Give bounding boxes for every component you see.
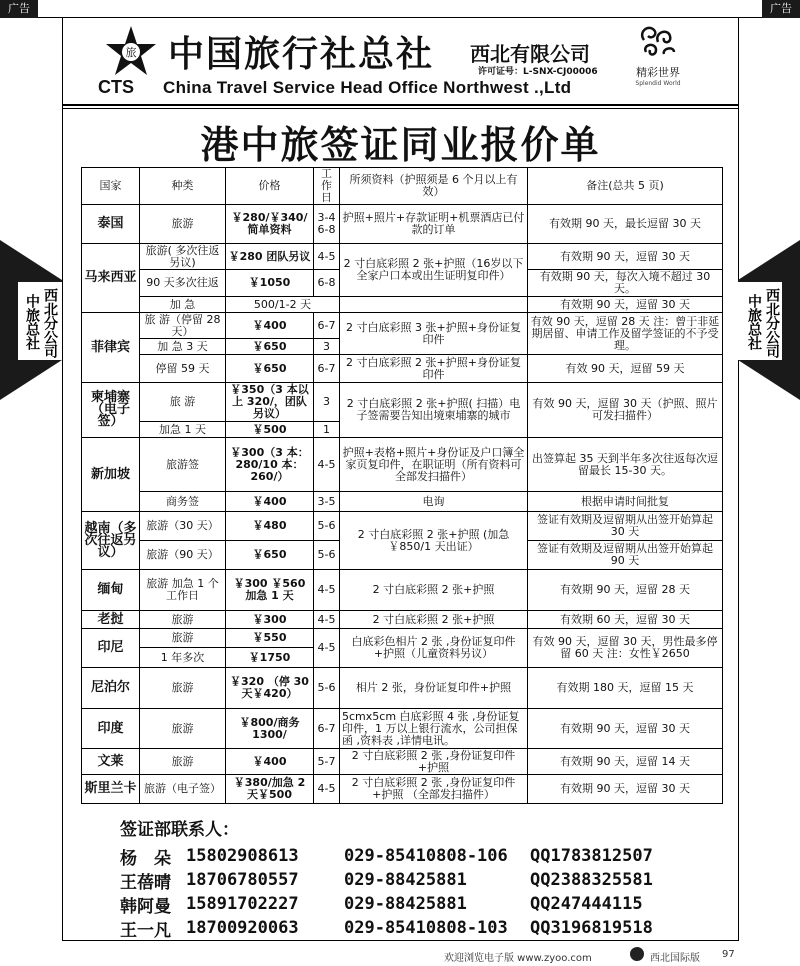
- contact-tel: 029-85410808-106: [344, 846, 508, 866]
- table-cell: 加 急 3 天: [140, 339, 226, 355]
- table-row: [82, 611, 723, 629]
- table-cell: ￥280 团队另议: [226, 244, 314, 270]
- table-cell: ￥650: [226, 355, 314, 383]
- table-cell: 4-5: [314, 775, 340, 804]
- contact-qq: QQ2388325581: [530, 870, 653, 890]
- page-number: 97: [722, 949, 735, 960]
- table-cell: 3-5: [314, 492, 340, 512]
- contact-row: [120, 868, 720, 892]
- col-price: 价格: [226, 168, 314, 205]
- contact-qq: QQ247444115: [530, 894, 643, 914]
- table-cell: 停留 59 天: [140, 355, 226, 383]
- ad-label-left: 广告: [0, 0, 38, 18]
- contact-mobile: 18706780557: [186, 870, 299, 890]
- table-cell: 6-7: [314, 709, 340, 749]
- table-cell: 旅游（30 天）: [140, 512, 226, 541]
- side-tab-left: [0, 240, 62, 400]
- table-cell: 有效期 90 天，逗留 14 天: [528, 749, 723, 775]
- table-row: [82, 438, 723, 492]
- table-cell: 2 寸白底彩照 2 张+护照( 扫描）电子签需要告知出境柬埔寨的城市: [340, 383, 528, 438]
- table-cell: 6-7: [314, 313, 340, 339]
- table-cell: ￥1750: [226, 648, 314, 668]
- contact-tel: 029-88425881: [344, 894, 467, 914]
- table-cell: 2 寸白底彩照 2 张+护照: [340, 570, 528, 611]
- table-cell: 有效期 180 天，逗留 15 天: [528, 668, 723, 709]
- table-cell: 旅游（90 天）: [140, 541, 226, 570]
- table-cell: 2 寸白底彩照 2 张+护照+身份证复印件: [340, 355, 528, 383]
- table-cell: 旅游: [140, 709, 226, 749]
- table-cell: 有效期 90 天，逗留 30 天: [528, 709, 723, 749]
- contact-mobile: 18700920063: [186, 918, 299, 938]
- table-cell: 根据申请时间批复: [528, 492, 723, 512]
- col-country: 国家: [82, 168, 140, 205]
- col-days: 工作日: [314, 168, 340, 205]
- contact-row: [120, 916, 720, 940]
- table-cell: 3-4 6-8: [314, 205, 340, 244]
- table-row: [82, 244, 723, 270]
- contact-row: [120, 892, 720, 916]
- table-cell: 旅游: [140, 611, 226, 629]
- contact-name: 韩阿曼: [120, 896, 171, 917]
- side-tab-right: [738, 240, 800, 400]
- side-left-text-b: 中旅总社: [24, 294, 40, 350]
- contact-qq: QQ3196819518: [530, 918, 653, 938]
- table-cell: 商务签: [140, 492, 226, 512]
- side-right-text-b: 中旅总社: [746, 294, 762, 350]
- table-cell: ￥400: [226, 492, 314, 512]
- table-cell: 缅甸: [82, 570, 140, 611]
- table-cell: 尼泊尔: [82, 668, 140, 709]
- table-cell: 5-6: [314, 668, 340, 709]
- table-cell: ￥650: [226, 541, 314, 570]
- side-left-text-a: 西北分公司: [42, 288, 58, 358]
- table-cell: 有效期 90 天，逗留 30 天: [528, 244, 723, 270]
- table-cell: 签证有效期及逗留期从出签开始算起 90 天: [528, 541, 723, 570]
- table-cell: 6-8: [314, 270, 340, 297]
- table-row: [82, 749, 723, 775]
- table-cell: ￥1050: [226, 270, 314, 297]
- contacts-heading: 签证部联系人：: [120, 820, 239, 840]
- table-cell: 有效 90 天，逗留 30 天，男性最多停留 60 天 注：女性￥2650: [528, 629, 723, 668]
- table-cell: 4-5: [314, 438, 340, 492]
- table-cell: 90 天多次往返: [140, 270, 226, 297]
- footer-url[interactable]: 欢迎浏览电子版 www.zyoo.com: [444, 953, 592, 964]
- table-cell: 斯里兰卡: [82, 775, 140, 804]
- table-row: [82, 297, 723, 313]
- table-cell: 有效 90 天，逗留 28 天 注：曾于非延期居留、申请工作及留学签证的不予受理。: [528, 313, 723, 355]
- company-branch-cn: 西北有限公司: [470, 42, 590, 66]
- table-cell: ￥500: [226, 422, 314, 438]
- table-cell: 2 寸白底彩照 2 张 ,身份证复印件+护照 （全部发扫描件）: [340, 775, 528, 804]
- table-cell: 有效期 60 天，逗留 30 天: [528, 611, 723, 629]
- table-cell: 2 寸白底彩照 2 张+护照（16岁以下全家户口本或出生证明复印件）: [340, 244, 528, 297]
- table-cell: 旅 游（停留 28 天）: [140, 313, 226, 339]
- side-right-text-a: 西北分公司: [764, 288, 780, 358]
- footer: [62, 944, 739, 966]
- ad-label-right: 广告: [762, 0, 800, 18]
- table-cell: 旅 游: [140, 383, 226, 422]
- company-name-cn: 中国旅行社总社: [168, 33, 435, 75]
- table-cell: 护照+照片+存款证明+机票酒店已付款的订单: [340, 205, 528, 244]
- table-cell: 有效 90 天，逗留 59 天: [528, 355, 723, 383]
- table-cell: ￥400: [226, 749, 314, 775]
- col-type: 种类: [140, 168, 226, 205]
- footer-divider: [62, 940, 739, 941]
- contact-tel: 029-85410808-103: [344, 918, 508, 938]
- table-cell: 旅游: [140, 668, 226, 709]
- table-cell: ￥280/￥340/简单资料: [226, 205, 314, 244]
- table-cell: 文莱: [82, 749, 140, 775]
- table-cell: 旅游: [140, 205, 226, 244]
- brand-cn: 精彩世界: [636, 66, 680, 79]
- table-row: [82, 709, 723, 749]
- table-cell: 500/1-2 天: [226, 297, 340, 313]
- table-cell: 白底彩色相片 2 张 ,身份证复印件+护照（儿童资料另议）: [340, 629, 528, 668]
- table-cell: 4-5: [314, 611, 340, 629]
- table-cell: 2 寸白底彩照 2 张+护照 (加急￥850/1 天出证）: [340, 512, 528, 570]
- table-cell: 护照+表格+照片+身份证及户口簿全家页复印件，在职证明（所有资料可全部发扫描件）: [340, 438, 528, 492]
- table-cell: 相片 2 张，身份证复印件+护照: [340, 668, 528, 709]
- table-cell: ￥300: [226, 611, 314, 629]
- table-cell: 3: [314, 383, 340, 422]
- table-cell: ￥650: [226, 339, 314, 355]
- edition-logo-icon: [630, 947, 644, 961]
- table-cell: ￥320 （停 30 天￥420）: [226, 668, 314, 709]
- contact-row: [120, 844, 720, 868]
- contacts-section: [120, 815, 720, 940]
- table-cell: 加 急: [140, 297, 226, 313]
- logo-text: 旅: [125, 46, 137, 59]
- table-cell: 旅游签: [140, 438, 226, 492]
- contact-mobile: 15891702227: [186, 894, 299, 914]
- table-cell: ￥300（3 本：280/10 本：260/）: [226, 438, 314, 492]
- table-cell: 旅游: [140, 749, 226, 775]
- table-cell: 有效期 90 天，逗留 30 天: [528, 297, 723, 313]
- visa-price-table: [81, 167, 723, 804]
- table-cell: 有效期 90 天，逗留 30 天: [528, 775, 723, 804]
- table-row: [82, 629, 723, 648]
- table-cell: 旅游( 多次往返另议): [140, 244, 226, 270]
- table-cell: 马来西亚: [82, 244, 140, 313]
- table-cell: 5-6: [314, 541, 340, 570]
- contact-tel: 029-88425881: [344, 870, 467, 890]
- table-cell: 菲律宾: [82, 313, 140, 383]
- contact-name: 王一凡: [120, 920, 171, 941]
- table-cell: 6-7: [314, 355, 340, 383]
- table-row: [82, 205, 723, 244]
- table-cell: 5cmx5cm 白底彩照 4 张 ,身份证复印件，1 万以上银行流水，公司担保函 ,资料表 ,详情电讯。: [340, 709, 528, 749]
- license-number: 许可证号：L-SNX-CJ00006: [478, 67, 598, 77]
- table-cell: ￥480: [226, 512, 314, 541]
- table-cell: 泰国: [82, 205, 140, 244]
- swirl-logo-icon: [636, 22, 680, 62]
- brand-en: Splendid World: [635, 80, 681, 87]
- splendid-world-logo: [628, 20, 688, 90]
- table-cell: 新加坡: [82, 438, 140, 512]
- table-cell: 4-5: [314, 629, 340, 668]
- table-cell: ￥800/商务 1300/: [226, 709, 314, 749]
- table-cell: 3: [314, 339, 340, 355]
- table-row: [82, 383, 723, 422]
- contact-name: 王蓓晴: [120, 872, 171, 893]
- contact-qq: QQ1783812507: [530, 846, 653, 866]
- table-cell: ￥550: [226, 629, 314, 648]
- col-docs: 所须资料（护照须是 6 个月以上有效）: [340, 168, 528, 205]
- table-row: [82, 355, 723, 383]
- table-cell: 越南（多次往返另议）: [82, 512, 140, 570]
- table-cell: 5-6: [314, 512, 340, 541]
- table-cell: ￥350（3 本以上 320/，团队另议）: [226, 383, 314, 422]
- table-cell: 4-5: [314, 570, 340, 611]
- table-cell: 签证有效期及逗留期从出签开始算起 30 天: [528, 512, 723, 541]
- contact-mobile: 15802908613: [186, 846, 299, 866]
- table-cell: 有效 90 天，逗留 30 天（护照、照片可发扫描件）: [528, 383, 723, 438]
- col-notes: 备注(总共 5 页): [528, 168, 723, 205]
- table-cell: 1 年多次: [140, 648, 226, 668]
- table-cell: 老挝: [82, 611, 140, 629]
- table-row: [82, 570, 723, 611]
- table-cell: 旅游: [140, 629, 226, 648]
- header-divider-thin: [62, 108, 739, 109]
- table-row: [82, 492, 723, 512]
- table-row: [82, 313, 723, 339]
- table-cell: 2 寸白底彩照 3 张+护照+身份证复印件: [340, 313, 528, 355]
- company-name-en: China Travel Service Head Office Northwest .,Ltd: [163, 78, 572, 97]
- table-cell: 5-7: [314, 749, 340, 775]
- table-cell: 1: [314, 422, 340, 438]
- cts-label: CTS: [98, 77, 134, 97]
- table-row: [82, 668, 723, 709]
- table-cell: 旅游（电子签）: [140, 775, 226, 804]
- table-cell: [340, 297, 528, 313]
- contact-name: 杨 朵: [120, 848, 171, 869]
- table-cell: 出签算起 35 天到半年多次往返每次逗留最长 15-30 天。: [528, 438, 723, 492]
- table-cell: ￥300 ￥560 加急 1 天: [226, 570, 314, 611]
- table-row: [82, 775, 723, 804]
- table-cell: 印度: [82, 709, 140, 749]
- table-cell: ￥400: [226, 313, 314, 339]
- table-header-row: [82, 168, 723, 205]
- table-cell: 印尼: [82, 629, 140, 668]
- table-cell: 电询: [340, 492, 528, 512]
- footer-edition: 西北国际版: [650, 953, 700, 964]
- header-divider: [62, 104, 739, 106]
- table-cell: 4-5: [314, 244, 340, 270]
- table-cell: 有效期 90 天，最长逗留 30 天: [528, 205, 723, 244]
- table-cell: 2 寸白底彩照 2 张 ,身份证复印件+护照: [340, 749, 528, 775]
- table-cell: 有效期 90 天，逗留 28 天: [528, 570, 723, 611]
- table-cell: 有效期 90 天，每次入境不超过 30 天。: [528, 270, 723, 297]
- table-cell: 柬埔寨（电子签）: [82, 383, 140, 438]
- top-bar: [0, 0, 800, 18]
- page-title: 港中旅签证同业报价单: [200, 123, 601, 167]
- table-cell: ￥380/加急 2 天￥500: [226, 775, 314, 804]
- table-cell: 旅游 加急 1 个工作日: [140, 570, 226, 611]
- table-row: [82, 512, 723, 541]
- table-cell: 2 寸白底彩照 2 张+护照: [340, 611, 528, 629]
- cts-star-logo-icon: [103, 24, 159, 80]
- table-cell: 加急 1 天: [140, 422, 226, 438]
